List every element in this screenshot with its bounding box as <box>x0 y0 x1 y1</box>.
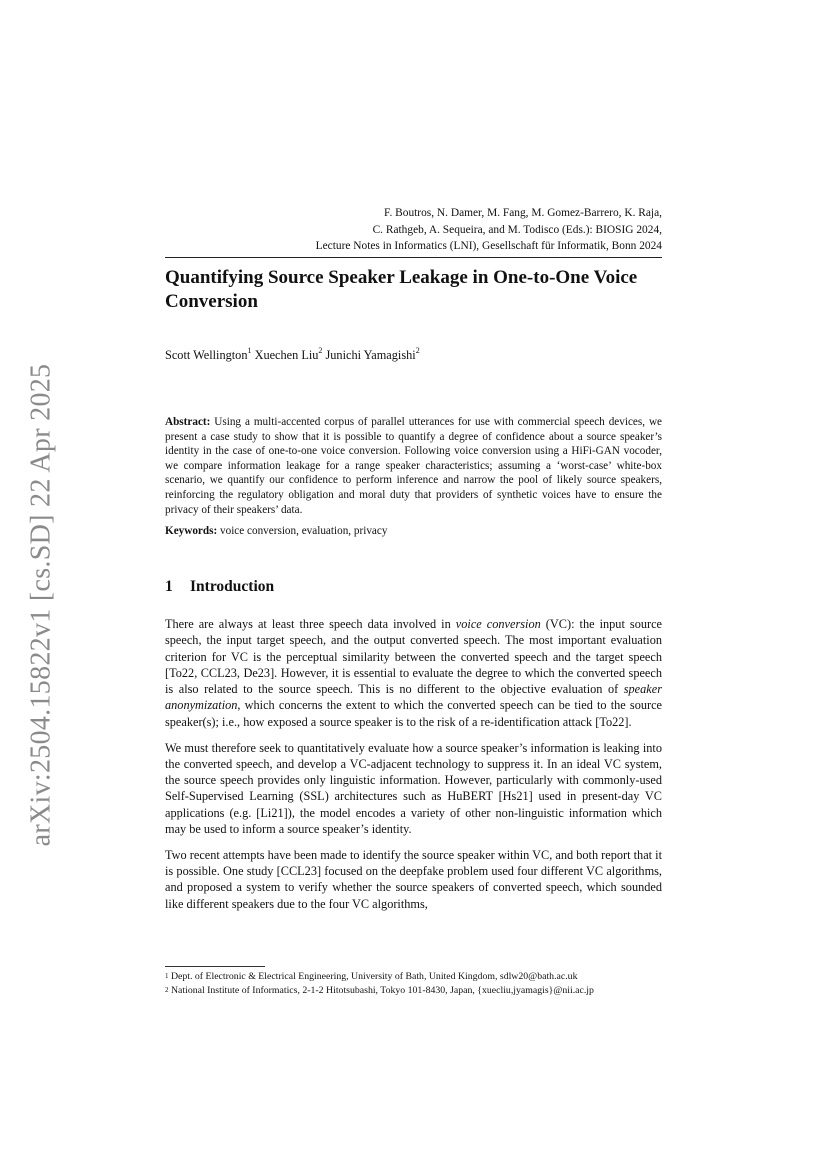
footnote-rule <box>165 966 265 967</box>
proceedings-line-1: F. Boutros, N. Damer, M. Fang, M. Gomez-Barrero, K. Raja, <box>384 207 662 219</box>
emphasis-term: voice conversion <box>455 617 541 631</box>
abstract <box>165 415 662 517</box>
body-paragraph <box>165 616 662 730</box>
paragraph-text: , which concerns the extent to which the converted speech can be tied to the source speaker(s); i.e., how exposed a source speaker is to the risk of a re-identification attack [To22]. <box>165 698 662 729</box>
footnote-mark: 2 <box>165 986 169 994</box>
footnote-text: National Institute of Informatics, 2-1-2 Hitotsubashi, Tokyo 101-8430, Japan, {xuecliu,jyamagis}@nii.ac.jp <box>170 985 594 996</box>
proceedings-reference <box>142 205 662 255</box>
arxiv-identifier-text: arXiv:2504.15822v1 [cs.SD] 22 Apr 2025 <box>25 363 57 847</box>
keywords <box>165 525 387 537</box>
body-text <box>165 616 662 922</box>
keywords-label: Keywords: <box>165 525 218 537</box>
proceedings-line-3: Lecture Notes in Informatics (LNI), Gesellschaft für Informatik, Bonn 2024 <box>315 240 662 252</box>
author-list <box>165 348 420 363</box>
author-affiliation-mark: 1 <box>247 346 252 355</box>
footnote-mark: 1 <box>165 972 169 980</box>
footnotes <box>165 970 665 998</box>
footnote <box>165 984 665 998</box>
keywords-text: voice conversion, evaluation, privacy <box>220 525 388 537</box>
author-name: Junichi Yamagishi <box>325 348 416 362</box>
section-number: 1 <box>165 578 173 595</box>
author-name: Scott Wellington <box>165 348 248 362</box>
abstract-label: Abstract: <box>165 416 211 428</box>
author-affiliation-mark: 2 <box>318 346 323 355</box>
abstract-text: Using a multi-accented corpus of parallel utterances for use with commercial speech devices, we present a case study to show that it is possible to quantify a degree of confidence about a source speaker’s identity in the case of one-to-one voice conversion. Following voice conversion using a HiFi-GAN vocoder, we compare information leakage for a range speaker characteristics; assuming a ‘worst-case’ white-box scenario, we quantify our confidence to perform inference and narrow the pool of likely source speakers, reinforcing the regulatory obligation and moral duty that providers of synthetic voices have to ensure the privacy of their speakers’ data. <box>165 416 663 516</box>
section-title: Introduction <box>190 578 275 595</box>
author-affiliation-mark: 2 <box>415 346 420 355</box>
paragraph-text: (VC): the input source speech, the input target speech, and the output converted speech. The most important evaluation criterion for VC is the perceptual similarity between the converted speech and the target speech [To22, CCL23, De23]. However, it is essential to evaluate the degree to which the converted speech is also related to the source speech. This is no different to the objective evaluation of <box>165 617 663 697</box>
body-paragraph: Two recent attempts have been made to identify the source speaker within VC, and both report that it is possible. One study [CCL23] focused on the deepfake problem used four different VC algorithms, and proposed a system to verify whether the source speakers of converted speech, which sounded like different speakers due to the four VC algorithms, <box>165 847 662 911</box>
header-rule <box>165 257 662 258</box>
footnote-text: Dept. of Electronic & Electrical Engineering, University of Bath, United Kingdom, sdlw20@bath.ac.uk <box>170 971 578 982</box>
arxiv-identifier-stamp <box>18 362 64 848</box>
body-paragraph: We must therefore seek to quantitatively evaluate how a source speaker’s information is leaking into the converted speech, and develop a VC-adjacent technology to suppress it. In an ideal VC system, the source speech provides only linguistic information. However, particularly with commonly-used Self-Supervised Learning (SSL) architectures such as HuBERT [Hs21] used in present-day VC applications (e.g. [Li21]), the model encodes a variety of other non-linguistic information which may be used to inform a source speaker’s identity. <box>165 740 662 837</box>
section-heading <box>165 578 274 596</box>
paragraph-text: There are always at least three speech data involved in <box>165 617 456 631</box>
paper-title: Quantifying Source Speaker Leakage in One-to-One Voice Conversion <box>165 267 638 312</box>
emphasis-term: speaker anonymization <box>165 682 662 713</box>
footnote <box>165 970 665 984</box>
proceedings-line-2: C. Rathgeb, A. Sequeira, and M. Todisco (Eds.): BIOSIG 2024, <box>372 223 662 236</box>
author-name: Xuechen Liu <box>254 348 319 362</box>
